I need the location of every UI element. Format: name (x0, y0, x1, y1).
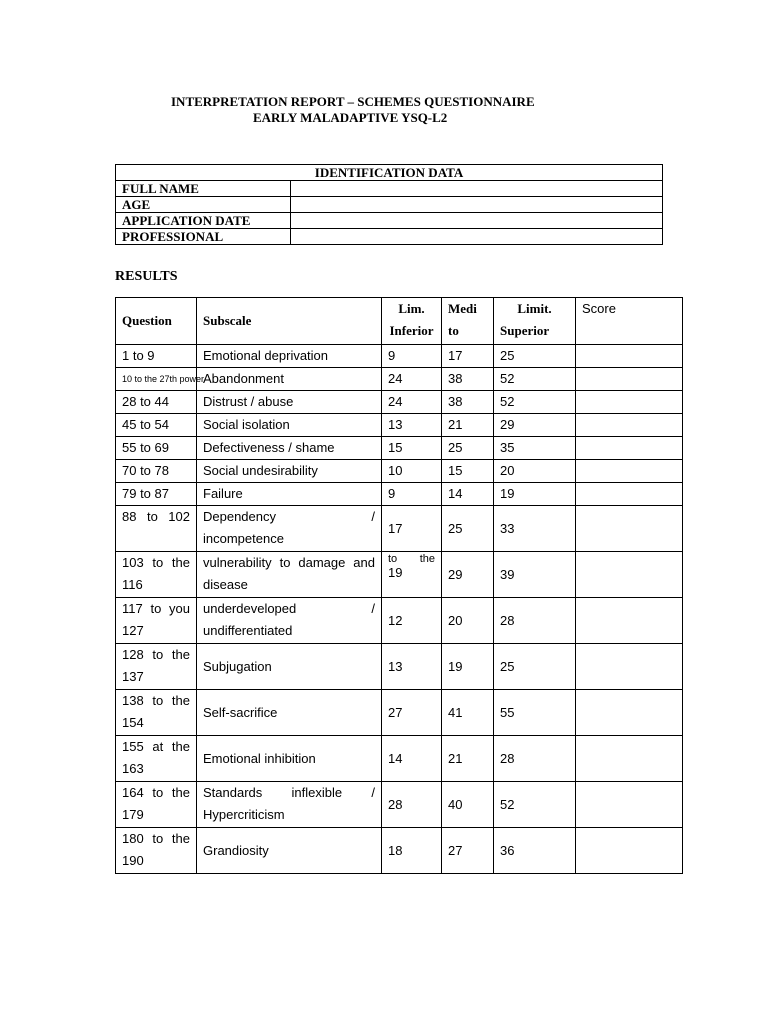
id-row-full-name (116, 181, 663, 197)
score-cell (576, 598, 683, 644)
score-cell (576, 644, 683, 690)
table-row (116, 345, 683, 368)
lim-inferior-prefix: to the (388, 553, 435, 565)
lim-inferior-value: 27 (388, 704, 403, 720)
medi-cell (442, 345, 494, 368)
limit-superior-value: 20 (500, 463, 515, 478)
lim-inferior-value: 15 (388, 440, 403, 455)
medi-cell (442, 368, 494, 391)
col-header-score: Score (576, 298, 683, 345)
medi-cell (442, 598, 494, 644)
lim-inferior-cell (382, 460, 442, 483)
subscale-cell (197, 736, 382, 782)
table-row (116, 460, 683, 483)
lim-inferior-value: 14 (388, 750, 403, 766)
question-cell (116, 345, 197, 368)
table-row (116, 552, 683, 598)
subscale-cell (197, 598, 382, 644)
limit-superior-cell (494, 552, 576, 598)
limit-superior-cell (494, 690, 576, 736)
question-range: 164 to the (122, 785, 190, 800)
lim-inferior-value: 10 (388, 463, 403, 478)
identification-table (115, 164, 663, 245)
score-cell (576, 483, 683, 506)
table-row (116, 644, 683, 690)
lim-inferior-cell (382, 644, 442, 690)
table-row (116, 368, 683, 391)
score-cell (576, 690, 683, 736)
lim-inferior-cell (382, 690, 442, 736)
limit-superior-cell (494, 391, 576, 414)
table-row (116, 483, 683, 506)
lim-inferior-value: 13 (388, 417, 403, 432)
limit-superior-cell (494, 483, 576, 506)
col-header-medi-line1: Medi (448, 301, 477, 316)
table-row (116, 506, 683, 552)
table-row (116, 391, 683, 414)
question-cell (116, 782, 197, 828)
medi-cell (442, 506, 494, 552)
limit-superior-value: 35 (500, 440, 515, 455)
subscale-cell (197, 552, 382, 598)
medi-value: 25 (448, 520, 463, 536)
subscale-cell (197, 506, 382, 552)
medi-value: 27 (448, 842, 463, 858)
col-header-lim-inferior-line1: Lim. (398, 301, 425, 316)
results-header-row (116, 298, 683, 345)
lim-inferior-value: 28 (388, 796, 403, 812)
table-row (116, 598, 683, 644)
lim-inferior-cell (382, 437, 442, 460)
subscale-cell (197, 644, 382, 690)
limit-superior-cell (494, 437, 576, 460)
limit-superior-cell (494, 414, 576, 437)
medi-cell (442, 437, 494, 460)
table-row (116, 690, 683, 736)
limit-superior-value: 25 (500, 658, 515, 674)
limit-superior-cell (494, 736, 576, 782)
medi-value: 14 (448, 486, 463, 501)
question-range-end: 137 (122, 669, 144, 684)
id-row-professional (116, 229, 663, 245)
medi-cell (442, 483, 494, 506)
question-range: 155 at the (122, 739, 190, 754)
medi-cell (442, 782, 494, 828)
report-subtitle: EARLY MALADAPTIVE YSQ-L2 (253, 110, 448, 125)
id-label: AGE (116, 197, 291, 213)
lim-inferior-value: 13 (388, 658, 403, 674)
subscale-name-cont: disease (203, 577, 248, 592)
medi-value: 17 (448, 348, 463, 363)
table-row (116, 414, 683, 437)
limit-superior-value: 19 (500, 486, 515, 501)
subscale-name: vulnerability to damage and (203, 555, 375, 570)
question-range-end: 179 (122, 807, 144, 822)
col-header-medi-line2: to (448, 323, 459, 338)
col-header-limit-superior (494, 298, 576, 345)
subscale-cell (197, 782, 382, 828)
limit-superior-value: 55 (500, 704, 515, 720)
question-range: 128 to the (122, 647, 190, 662)
question-range-end: 116 (122, 577, 143, 592)
lim-inferior-cell (382, 828, 442, 874)
subscale-name-cont: undifferentiated (203, 623, 293, 638)
score-cell (576, 414, 683, 437)
medi-cell (442, 414, 494, 437)
medi-value: 21 (448, 417, 463, 432)
lim-inferior-value: 24 (388, 371, 403, 386)
question-cell (116, 414, 197, 437)
id-value (291, 197, 663, 213)
lim-inferior-value: 12 (388, 612, 403, 628)
question-cell (116, 690, 197, 736)
subscale-cell (197, 368, 382, 391)
lim-inferior-value: 17 (388, 520, 403, 536)
question-cell (116, 552, 197, 598)
limit-superior-value: 28 (500, 750, 515, 766)
question-range-end: 190 (122, 853, 144, 868)
limit-superior-value: 52 (500, 796, 515, 812)
identification-heading: IDENTIFICATION DATA (116, 165, 663, 181)
medi-value: 19 (448, 658, 463, 674)
question-range: 79 to 87 (122, 486, 169, 501)
subscale-cell (197, 483, 382, 506)
medi-cell (442, 552, 494, 598)
score-cell (576, 552, 683, 598)
question-range: 1 to 9 (122, 348, 155, 363)
limit-superior-value: 28 (500, 612, 515, 628)
col-header-limit-superior-line2: Superior (500, 323, 550, 338)
col-header-limit-superior-line1: Limit. (517, 301, 552, 316)
medi-value: 38 (448, 371, 463, 386)
subscale-name: Failure (203, 486, 243, 501)
medi-value: 40 (448, 796, 463, 812)
subscale-name: Dependency / (203, 509, 375, 524)
lim-inferior-cell (382, 345, 442, 368)
score-cell (576, 506, 683, 552)
question-cell (116, 460, 197, 483)
table-row (116, 437, 683, 460)
medi-value: 15 (448, 463, 463, 478)
question-range: 45 to 54 (122, 417, 169, 432)
medi-cell (442, 828, 494, 874)
question-range: 117 to you (122, 601, 190, 616)
id-row-age (116, 197, 663, 213)
id-value (291, 229, 663, 245)
table-row (116, 782, 683, 828)
limit-superior-value: 39 (500, 566, 515, 582)
medi-cell (442, 644, 494, 690)
question-range: 28 to 44 (122, 394, 169, 409)
lim-inferior-cell (382, 368, 442, 391)
report-title: INTERPRETATION REPORT – SCHEMES QUESTIONNAIRE (171, 94, 535, 109)
lim-inferior-cell (382, 414, 442, 437)
medi-cell (442, 736, 494, 782)
score-cell (576, 345, 683, 368)
lim-inferior-cell (382, 391, 442, 414)
lim-inferior-cell (382, 506, 442, 552)
limit-superior-value: 33 (500, 520, 515, 536)
limit-superior-value: 29 (500, 417, 515, 432)
question-range: 55 to 69 (122, 440, 169, 455)
lim-inferior-cell (382, 782, 442, 828)
limit-superior-cell (494, 368, 576, 391)
id-label: APPLICATION DATE (116, 213, 291, 229)
subscale-name: Abandonment (203, 371, 284, 386)
subscale-name: Defectiveness / shame (203, 440, 335, 455)
question-cell (116, 736, 197, 782)
medi-value: 38 (448, 394, 463, 409)
score-cell (576, 828, 683, 874)
col-header-medi (442, 298, 494, 345)
subscale-name: Social isolation (203, 417, 290, 432)
lim-inferior-cell (382, 483, 442, 506)
question-cell (116, 644, 197, 690)
id-label: PROFESSIONAL (116, 229, 291, 245)
question-range-end: 127 (122, 623, 144, 638)
subscale-name-cont: incompetence (203, 531, 284, 546)
subscale-name: Emotional inhibition (203, 750, 316, 766)
question-range: 180 to the (122, 831, 190, 846)
subscale-cell (197, 828, 382, 874)
question-cell (116, 598, 197, 644)
limit-superior-cell (494, 828, 576, 874)
limit-superior-cell (494, 506, 576, 552)
subscale-name: Self-sacrifice (203, 704, 278, 720)
limit-superior-cell (494, 644, 576, 690)
limit-superior-value: 25 (500, 348, 515, 363)
question-range: 88 to 102 (122, 509, 190, 524)
question-range: 138 to the (122, 693, 190, 708)
subscale-name-cont: Hypercriticism (203, 807, 285, 822)
question-cell (116, 437, 197, 460)
medi-cell (442, 690, 494, 736)
id-row-application-date (116, 213, 663, 229)
lim-inferior-value: 9 (388, 348, 396, 363)
medi-cell (442, 391, 494, 414)
medi-value: 41 (448, 704, 463, 720)
id-value (291, 213, 663, 229)
question-range-end: 154 (122, 715, 144, 730)
limit-superior-value: 52 (500, 394, 515, 409)
table-row (116, 828, 683, 874)
subscale-name: Emotional deprivation (203, 348, 329, 363)
identification-header-row (116, 165, 663, 181)
question-range: 10 to the 27th power (122, 374, 205, 384)
question-cell (116, 483, 197, 506)
limit-superior-cell (494, 460, 576, 483)
lim-inferior-value: 9 (388, 486, 396, 501)
medi-value: 20 (448, 612, 463, 628)
col-header-lim-inferior-line2: Inferior (389, 323, 434, 338)
subscale-name: Standards inflexible / (203, 785, 375, 800)
score-cell (576, 368, 683, 391)
id-value (291, 181, 663, 197)
limit-superior-cell (494, 782, 576, 828)
limit-superior-value: 52 (500, 371, 515, 386)
score-cell (576, 460, 683, 483)
subscale-name: underdeveloped / (203, 601, 375, 616)
subscale-cell (197, 414, 382, 437)
lim-inferior-value: 18 (388, 842, 403, 858)
score-cell (576, 391, 683, 414)
question-range: 103 to the (122, 555, 190, 570)
subscale-cell (197, 391, 382, 414)
question-cell (116, 368, 205, 391)
subscale-cell (197, 460, 382, 483)
question-range-end: 163 (122, 761, 144, 776)
medi-cell (442, 460, 494, 483)
subscale-name: Grandiosity (203, 842, 269, 858)
medi-value: 21 (448, 750, 463, 766)
limit-superior-cell (494, 598, 576, 644)
lim-inferior-value: 24 (388, 394, 403, 409)
limit-superior-cell (494, 345, 576, 368)
lim-inferior-value: 19 (388, 565, 403, 580)
medi-value: 25 (448, 440, 463, 455)
lim-inferior-cell (382, 598, 442, 644)
subscale-cell (197, 437, 382, 460)
limit-superior-value: 36 (500, 842, 515, 858)
question-cell (116, 506, 197, 552)
score-cell (576, 736, 683, 782)
score-cell (576, 782, 683, 828)
col-header-subscale: Subscale (197, 298, 382, 345)
subscale-name: Distrust / abuse (203, 394, 294, 409)
subscale-cell (197, 345, 382, 368)
subscale-name: Social undesirability (203, 463, 318, 478)
lim-inferior-cell (382, 736, 442, 782)
question-cell (116, 391, 197, 414)
subscale-cell (197, 690, 382, 736)
col-header-question: Question (116, 298, 197, 345)
col-header-lim-inferior (382, 298, 442, 345)
lim-inferior-cell (382, 552, 442, 598)
score-cell (576, 437, 683, 460)
medi-value: 29 (448, 566, 463, 582)
question-range: 70 to 78 (122, 463, 169, 478)
subscale-name: Subjugation (203, 658, 272, 674)
question-cell (116, 828, 197, 874)
table-row (116, 736, 683, 782)
results-table (115, 297, 683, 874)
id-label: FULL NAME (116, 181, 291, 197)
results-heading: RESULTS (115, 269, 178, 284)
